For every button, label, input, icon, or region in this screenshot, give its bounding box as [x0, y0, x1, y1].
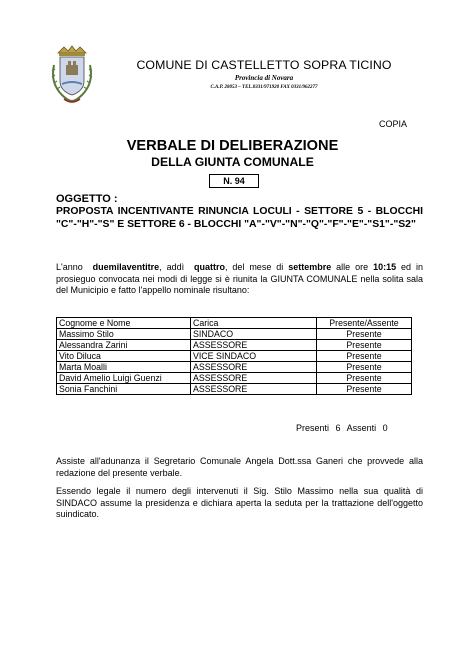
member-name: David Amelio Luigi Guenzi — [57, 373, 191, 384]
table-row — [57, 351, 412, 362]
member-name: Vito Diluca — [57, 351, 191, 362]
member-role: ASSESSORE — [191, 384, 317, 395]
column-header: Carica — [191, 318, 317, 329]
member-name: Marta Moalli — [57, 362, 191, 373]
intro-text: , del mese di — [224, 262, 284, 272]
member-status: Presente — [317, 351, 412, 362]
member-name: Massimo Stilo — [57, 329, 191, 340]
intro-paragraph — [56, 262, 423, 297]
intro-month: settembre — [288, 262, 332, 272]
intro-day: quattro — [193, 262, 225, 272]
municipal-crest — [48, 45, 96, 107]
contact-line: C.A.P. 28053 – TEL.0331/971920 FAX 0331/962277 — [210, 85, 318, 90]
document-subtitle: DELLA GIUNTA COMUNALE — [151, 155, 314, 169]
presenti-label: Presenti — [296, 423, 330, 433]
intro-text: L'anno — [56, 262, 83, 272]
intro-text: ed in prosieguo convocata nei modi di legge si è riunita la GIUNTA COMUNALE nella solita sala del Municipio e fatto l'appello nominale risultano: — [56, 262, 423, 295]
table-row — [57, 373, 412, 384]
member-role: ASSESSORE — [191, 340, 317, 351]
member-status: Presente — [317, 340, 412, 351]
member-role: ASSESSORE — [191, 373, 317, 384]
oggetto-label: OGGETTO : — [56, 193, 118, 205]
table-row — [57, 384, 412, 395]
document-title: VERBALE DI DELIBERAZIONE — [126, 138, 339, 154]
provincia-line: Provincia di Novara — [234, 74, 294, 82]
table-header-row — [57, 318, 412, 329]
deliberation-number: N. 94 — [209, 174, 259, 188]
intro-text: alle ore — [336, 262, 369, 272]
assenti-label: Assenti — [346, 423, 377, 433]
member-status: Presente — [317, 384, 412, 395]
intro-year: duemilaventitre — [92, 262, 160, 272]
column-header: Cognome e Nome — [57, 318, 191, 329]
member-role: SINDACO — [191, 329, 317, 340]
column-header: Presente/Assente — [317, 318, 412, 329]
member-name: Alessandra Zarini — [57, 340, 191, 351]
assenti-count: 0 — [382, 423, 388, 433]
member-status: Presente — [317, 373, 412, 384]
secretary-paragraph: Assiste all'adunanza il Segretario Comunale Angela Dott.ssa Ganeri che provvede alla redazione del presente verbale. — [56, 456, 423, 478]
comune-name: COMUNE DI CASTELLETTO SOPRA TICINO — [136, 58, 392, 72]
attendance-table — [56, 317, 412, 395]
member-status: Presente — [317, 329, 412, 340]
member-name: Sonia Fanchini — [57, 384, 191, 395]
oggetto-text: PROPOSTA INCENTIVANTE RINUNCIA LOCULI - SETTORE 5 - BLOCCHI "C"-"H"-"S" E SETTORE 6 - BLOCCHI "A"-"V"-"N"-"Q"-"F"-"E"-"S1"-"S2" — [56, 206, 423, 230]
copy-mark: COPIA — [378, 119, 407, 129]
intro-text: , addì — [159, 262, 185, 272]
member-role: ASSESSORE — [191, 362, 317, 373]
attendance-totals — [296, 423, 392, 433]
member-role: VICE SINDACO — [191, 351, 317, 362]
intro-time: 10:15 — [373, 262, 397, 272]
quorum-paragraph: Essendo legale il numero degli intervenuti il Sig. Stilo Massimo nella sua qualità di SINDACO assume la presidenza e dichiara aperta la seduta per la trattazione dell'oggetto suindicato. — [56, 486, 423, 519]
member-status: Presente — [317, 362, 412, 373]
table-row — [57, 329, 412, 340]
presenti-count: 6 — [335, 423, 341, 433]
table-row — [57, 362, 412, 373]
table-row — [57, 340, 412, 351]
